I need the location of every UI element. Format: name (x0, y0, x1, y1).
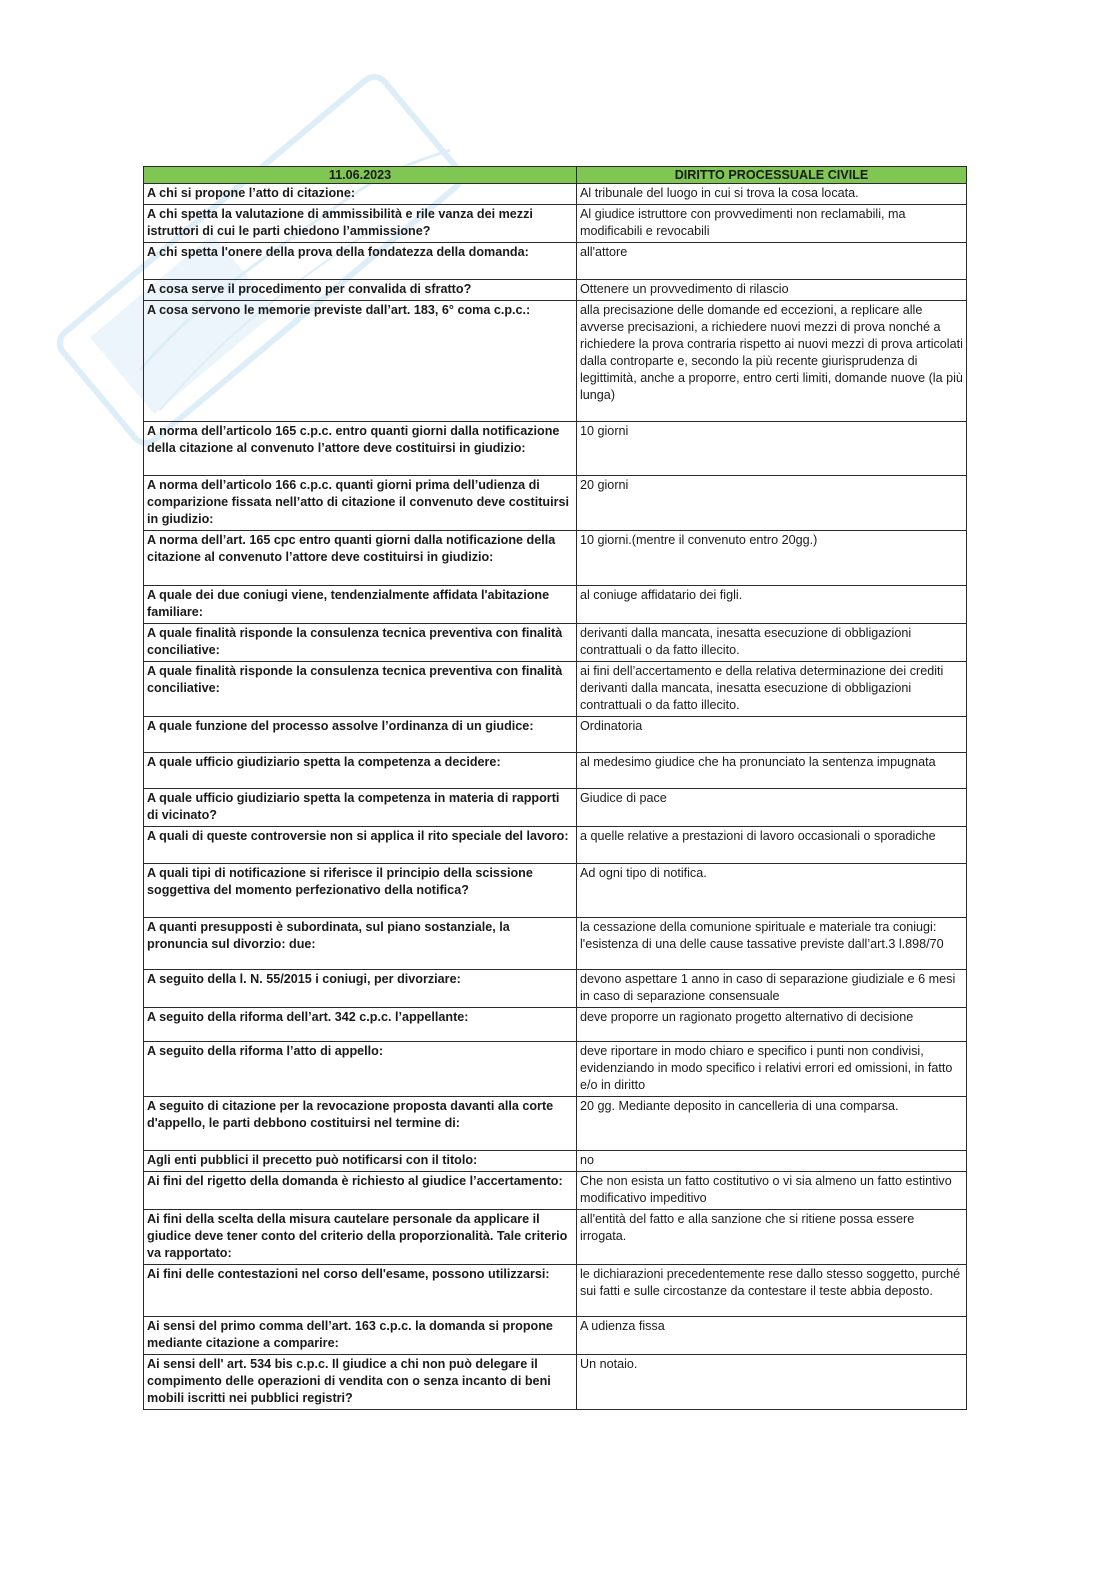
question-cell: A norma dell’articolo 166 c.p.c. quanti giorni prima dell’udienza di comparizione fissata nell’atto di citazione il convenuto deve costituirsi in giudizio: (144, 476, 577, 531)
header-subject: DIRITTO PROCESSUALE CIVILE (577, 167, 967, 184)
table-row (144, 1097, 967, 1151)
table-row (144, 1265, 967, 1317)
question-cell: A seguito della l. N. 55/2015 i coniugi, per divorziare: (144, 970, 577, 1008)
header-row (144, 167, 967, 184)
answer-cell: all'attore (577, 243, 967, 280)
table-row (144, 1151, 967, 1172)
table-row (144, 1042, 967, 1097)
table-row (144, 864, 967, 918)
answer-cell: devono aspettare 1 anno in caso di separazione giudiziale e 6 mesi in caso di separazione consensuale (577, 970, 967, 1008)
answer-cell: A udienza fissa (577, 1317, 967, 1355)
question-cell: Ai sensi del primo comma dell’art. 163 c.p.c. la domanda si propone mediante citazione a comparire: (144, 1317, 577, 1355)
question-cell: A seguito della riforma dell’art. 342 c.p.c. l’appellante: (144, 1008, 577, 1042)
answer-cell: Al giudice istruttore con provvedimenti non reclamabili, ma modificabili e revocabili (577, 205, 967, 243)
answer-cell: 10 giorni.(mentre il convenuto entro 20gg.) (577, 531, 967, 586)
answer-cell: Ordinatoria (577, 717, 967, 753)
table-row (144, 827, 967, 864)
table-row (144, 301, 967, 422)
answer-cell: al coniuge affidatario dei figli. (577, 586, 967, 624)
question-cell: A cosa servono le memorie previste dall’art. 183, 6° coma c.p.c.: (144, 301, 577, 422)
table-row (144, 662, 967, 717)
answer-cell: 20 gg. Mediante deposito in cancelleria di una comparsa. (577, 1097, 967, 1151)
table-row (144, 243, 967, 280)
question-cell: A chi si propone l’atto di citazione: (144, 184, 577, 205)
question-cell: A chi spetta l'onere della prova della fondatezza della domanda: (144, 243, 577, 280)
header-date: 11.06.2023 (144, 167, 577, 184)
answer-cell: a quelle relative a prestazioni di lavoro occasionali o sporadiche (577, 827, 967, 864)
answer-cell: no (577, 1151, 967, 1172)
table-row (144, 918, 967, 970)
question-cell: Ai fini del rigetto della domanda è richiesto al giudice l’accertamento: (144, 1172, 577, 1210)
table-row (144, 205, 967, 243)
question-cell: A quali di queste controversie non si applica il rito speciale del lavoro: (144, 827, 577, 864)
table-row (144, 789, 967, 827)
table-row (144, 970, 967, 1008)
question-cell: A norma dell’articolo 165 c.p.c. entro quanti giorni dalla notificazione della citazione al convenuto l’attore deve costituirsi in giudizio: (144, 422, 577, 476)
table-row (144, 624, 967, 662)
answer-cell: le dichiarazioni precedentemente rese dallo stesso soggetto, purché sui fatti e sulle circostanze da contestare il teste abbia deposto. (577, 1265, 967, 1317)
question-cell: A quanti presupposti è subordinata, sul piano sostanziale, la pronuncia sul divorzio: due: (144, 918, 577, 970)
table-row (144, 531, 967, 586)
table-row (144, 1355, 967, 1410)
table-row (144, 476, 967, 531)
table-row (144, 280, 967, 301)
table-row (144, 717, 967, 753)
answer-cell: derivanti dalla mancata, inesatta esecuzione di obbligazioni contrattuali o da fatto illecito. (577, 624, 967, 662)
question-cell: A quale funzione del processo assolve l’ordinanza di un giudice: (144, 717, 577, 753)
answer-cell: Giudice di pace (577, 789, 967, 827)
question-cell: A norma dell’art. 165 cpc entro quanti giorni dalla notificazione della citazione al convenuto l’attore deve costituirsi in giudizio: (144, 531, 577, 586)
question-cell: A quali tipi di notificazione si riferisce il principio della scissione soggettiva del momento perfezionativo della notifica? (144, 864, 577, 918)
question-cell: Ai sensi dell' art. 534 bis c.p.c. Il giudice a chi non può delegare il compimento delle operazioni di vendita con o senza incanto di beni mobili iscritti nei pubblici registri? (144, 1355, 577, 1410)
answer-cell: deve proporre un ragionato progetto alternativo di decisione (577, 1008, 967, 1042)
question-cell: A seguito della riforma l’atto di appello: (144, 1042, 577, 1097)
answer-cell: 10 giorni (577, 422, 967, 476)
answer-cell: al medesimo giudice che ha pronunciato la sentenza impugnata (577, 753, 967, 789)
table-row (144, 422, 967, 476)
question-cell: A quale ufficio giudiziario spetta la competenza a decidere: (144, 753, 577, 789)
table-row (144, 586, 967, 624)
qa-sheet (143, 166, 966, 1410)
question-cell: A chi spetta la valutazione di ammissibilità e rile vanza dei mezzi istruttori di cui le parti chiedono l’ammissione? (144, 205, 577, 243)
question-cell: A quale finalità risponde la consulenza tecnica preventiva con finalità conciliative: (144, 662, 577, 717)
question-cell: A seguito di citazione per la revocazione proposta davanti alla corte d'appello, le parti debbono costituirsi nel termine di: (144, 1097, 577, 1151)
answer-cell: alla precisazione delle domande ed eccezioni, a replicare alle avverse precisazioni, a richiedere nuovi mezzi di prova nonché a richiedere la prova contraria rispetto ai nuovi mezzi di prova articolati dalla controparte e, secondo la più recente giurisprudenza di legittimità, anche a proporre, entro certi limiti, domande nuove (la più lunga) (577, 301, 967, 422)
table-row (144, 1317, 967, 1355)
question-cell: A quale finalità risponde la consulenza tecnica preventiva con finalità conciliative: (144, 624, 577, 662)
question-cell: A cosa serve il procedimento per convalida di sfratto? (144, 280, 577, 301)
question-cell: Ai fini della scelta della misura cautelare personale da applicare il giudice deve tener conto del criterio della proporzionalità. Tale criterio va rapportato: (144, 1210, 577, 1265)
question-cell: A quale ufficio giudiziario spetta la competenza in materia di rapporti di vicinato? (144, 789, 577, 827)
answer-cell: all'entità del fatto e alla sanzione che si ritiene possa essere irrogata. (577, 1210, 967, 1265)
answer-cell: Che non esista un fatto costitutivo o vi sia almeno un fatto estintivo modificativo impeditivo (577, 1172, 967, 1210)
answer-cell: 20 giorni (577, 476, 967, 531)
qa-table (143, 166, 967, 1410)
qa-body (144, 184, 967, 1410)
answer-cell: Un notaio. (577, 1355, 967, 1410)
question-cell: A quale dei due coniugi viene, tendenzialmente affidata l'abitazione familiare: (144, 586, 577, 624)
answer-cell: ai fini dell’accertamento e della relativa determinazione dei crediti derivanti dalla mancata, inesatta esecuzione di obbligazioni contrattuali o da fatto illecito. (577, 662, 967, 717)
answer-cell: la cessazione della comunione spirituale e materiale tra coniugi: l'esistenza di una delle cause tassative previste dall’art.3 l.898/70 (577, 918, 967, 970)
table-row (144, 1210, 967, 1265)
table-row (144, 1172, 967, 1210)
table-row (144, 184, 967, 205)
table-row (144, 753, 967, 789)
question-cell: Ai fini delle contestazioni nel corso dell'esame, possono utilizzarsi: (144, 1265, 577, 1317)
answer-cell: Ottenere un provvedimento di rilascio (577, 280, 967, 301)
question-cell: Agli enti pubblici il precetto può notificarsi con il titolo: (144, 1151, 577, 1172)
table-row (144, 1008, 967, 1042)
answer-cell: deve riportare in modo chiaro e specifico i punti non condivisi, evidenziando in modo specifico i relativi errori ed omissioni, in fatto e/o in diritto (577, 1042, 967, 1097)
answer-cell: Ad ogni tipo di notifica. (577, 864, 967, 918)
answer-cell: Al tribunale del luogo in cui si trova la cosa locata. (577, 184, 967, 205)
